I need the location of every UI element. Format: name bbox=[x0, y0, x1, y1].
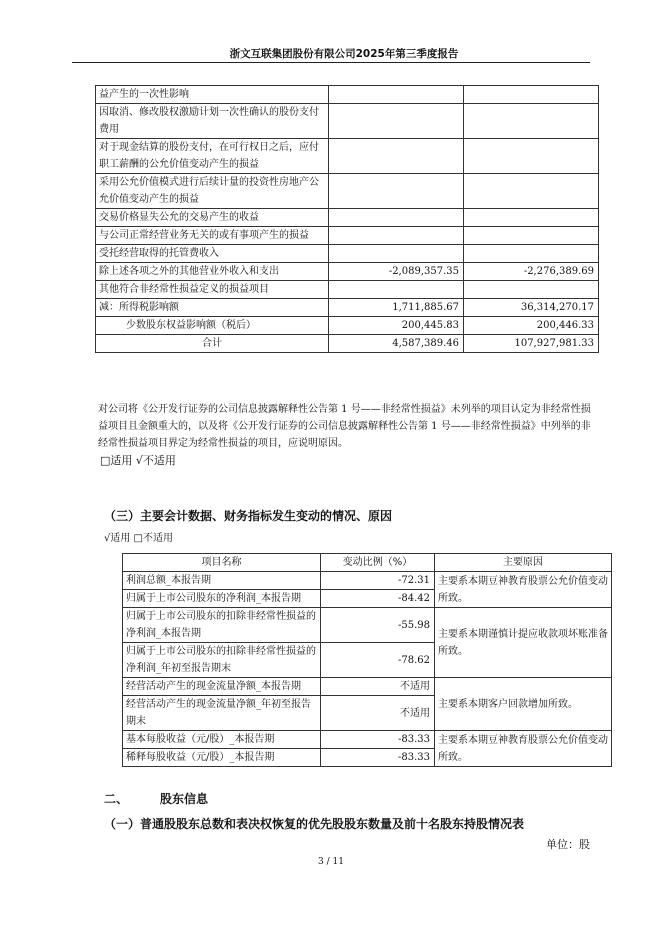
current-period-cell bbox=[329, 86, 464, 104]
ytd-cell: 200,446.33 bbox=[464, 317, 599, 335]
item-name-cell: 稀释每股收益（元/股）_本报告期 bbox=[123, 749, 321, 767]
table-row bbox=[123, 731, 612, 749]
header-item-name: 项目名称 bbox=[123, 554, 321, 572]
item-cell: 与公司正常经营业务无关的或有事项产生的损益 bbox=[96, 227, 329, 245]
current-period-cell bbox=[329, 209, 464, 227]
total-label-cell: 合计 bbox=[96, 335, 329, 353]
table-row bbox=[123, 572, 612, 590]
ratio-cell: 不适用 bbox=[321, 678, 435, 696]
shareholder-section-heading bbox=[104, 790, 208, 807]
item-cell: 益产生的一次性影响 bbox=[96, 86, 329, 104]
current-period-cell: -2,089,357.35 bbox=[329, 263, 464, 281]
ratio-cell: -83.33 bbox=[321, 749, 435, 767]
shareholder-subtitle: （一）普通股股东总数和表决权恢复的优先股股东数量及前十名股东持股情况表 bbox=[104, 817, 525, 831]
item-cell: 除上述各项之外的其他营业外收入和支出 bbox=[96, 263, 329, 281]
item-name-cell: 归属于上市公司股东的扣除非经常性损益的净利润_本报告期 bbox=[123, 608, 321, 643]
current-period-cell: 4,587,389.46 bbox=[329, 335, 464, 353]
table-row bbox=[96, 281, 599, 299]
ytd-cell bbox=[464, 174, 599, 209]
item-name-cell: 基本每股收益（元/股）_本报告期 bbox=[123, 731, 321, 749]
reason-cell: 主要系本期豆神教育股票公允价值变动所致。 bbox=[435, 572, 612, 608]
table-row bbox=[96, 174, 599, 209]
page-header: 浙文互联集团股份有限公司2025年第三季度报告 bbox=[229, 48, 459, 60]
item-cell: 减：所得税影响额 bbox=[96, 299, 329, 317]
ratio-cell: -83.33 bbox=[321, 731, 435, 749]
table-row bbox=[96, 299, 599, 317]
item-cell: 少数股东权益影响额（税后） bbox=[96, 317, 329, 335]
item-cell: 交易价格显失公允的交易产生的收益 bbox=[96, 209, 329, 227]
current-period-cell bbox=[329, 281, 464, 299]
change-analysis-table bbox=[122, 553, 612, 767]
current-period-cell bbox=[329, 245, 464, 263]
note-applicability: □适用 √不适用 bbox=[100, 454, 176, 467]
table-row bbox=[123, 678, 612, 696]
ytd-cell bbox=[464, 209, 599, 227]
ratio-cell: -72.31 bbox=[321, 572, 435, 590]
item-cell: 受托经营取得的托管费收入 bbox=[96, 245, 329, 263]
table-header-row bbox=[123, 554, 612, 572]
page-number: 3 / 11 bbox=[318, 857, 344, 867]
ratio-cell: 不适用 bbox=[321, 696, 435, 731]
header-divider bbox=[72, 62, 590, 63]
item-cell: 采用公允价值模式进行后续计量的投资性房地产公允价值变动产生的损益 bbox=[96, 174, 329, 209]
item-cell: 其他符合非经常性损益定义的损益项目 bbox=[96, 281, 329, 299]
ratio-cell: -55.98 bbox=[321, 608, 435, 643]
table-row bbox=[96, 263, 599, 281]
current-period-cell: 1,711,885.67 bbox=[329, 299, 464, 317]
current-period-cell bbox=[329, 227, 464, 245]
ytd-cell bbox=[464, 139, 599, 174]
current-period-cell: 200,445.83 bbox=[329, 317, 464, 335]
header-change-ratio: 变动比例（%） bbox=[321, 554, 435, 572]
ytd-cell bbox=[464, 227, 599, 245]
item-name-cell: 归属于上市公司股东的净利润_本报告期 bbox=[123, 590, 321, 608]
current-period-cell bbox=[329, 139, 464, 174]
item-cell: 因取消、修改股权激励计划一次性确认的股份支付费用 bbox=[96, 104, 329, 139]
reason-cell: 主要系本期豆神教育股票公允价值变动所致。 bbox=[435, 731, 612, 767]
table-row bbox=[96, 245, 599, 263]
ytd-cell: 36,314,270.17 bbox=[464, 299, 599, 317]
table-row bbox=[96, 104, 599, 139]
item-cell: 对于现金结算的股份支付，在可行权日之后，应付职工薪酬的公允价值变动产生的损益 bbox=[96, 139, 329, 174]
ytd-cell bbox=[464, 86, 599, 104]
section-applicability: √适用 □不适用 bbox=[104, 533, 173, 544]
ytd-cell: 107,927,981.33 bbox=[464, 335, 599, 353]
table-row bbox=[96, 209, 599, 227]
ytd-cell bbox=[464, 281, 599, 299]
reason-cell: 主要系本期谨慎计提应收款项坏账准备所致。 bbox=[435, 608, 612, 678]
current-period-cell bbox=[329, 174, 464, 209]
ratio-cell: -78.62 bbox=[321, 643, 435, 678]
ytd-cell: -2,276,389.69 bbox=[464, 263, 599, 281]
header-reason: 主要原因 bbox=[435, 554, 612, 572]
current-period-cell bbox=[329, 104, 464, 139]
ytd-cell bbox=[464, 245, 599, 263]
item-name-cell: 经营活动产生的现金流量净额_本报告期 bbox=[123, 678, 321, 696]
ratio-cell: -84.42 bbox=[321, 590, 435, 608]
table-row bbox=[96, 227, 599, 245]
item-name-cell: 利润总额_本报告期 bbox=[123, 572, 321, 590]
section-title: （三）主要会计数据、财务指标发生变动的情况、原因 bbox=[104, 509, 393, 523]
ytd-cell bbox=[464, 104, 599, 139]
reason-cell: 主要系本期客户回款增加所致。 bbox=[435, 678, 612, 731]
unit-label: 单位：股 bbox=[546, 838, 590, 851]
table-row bbox=[96, 317, 599, 335]
item-name-cell: 归属于上市公司股东的扣除非经常性损益的净利润_年初至报告期末 bbox=[123, 643, 321, 678]
non-recurring-items-table bbox=[95, 85, 599, 353]
table-row bbox=[96, 86, 599, 104]
section-heading-text: 股东信息 bbox=[160, 792, 209, 806]
table-row-total bbox=[96, 335, 599, 353]
section-number: 二、 bbox=[104, 792, 129, 806]
table-row bbox=[96, 139, 599, 174]
table-row bbox=[123, 608, 612, 643]
item-name-cell: 经营活动产生的现金流量净额_年初至报告期末 bbox=[123, 696, 321, 731]
note-paragraph: 对公司将《公开发行证券的公司信息披露解释性公告第 1 号——非经常性损益》未列举的项目认定为非经常性损益项目且金额重大的，以及将《公开发行证券的公司信息披露解释性公告第 1 号——非经常性损益》中列举的非经常性损益项目界定为经常性损益的项目，应说明原因。 bbox=[98, 404, 591, 449]
